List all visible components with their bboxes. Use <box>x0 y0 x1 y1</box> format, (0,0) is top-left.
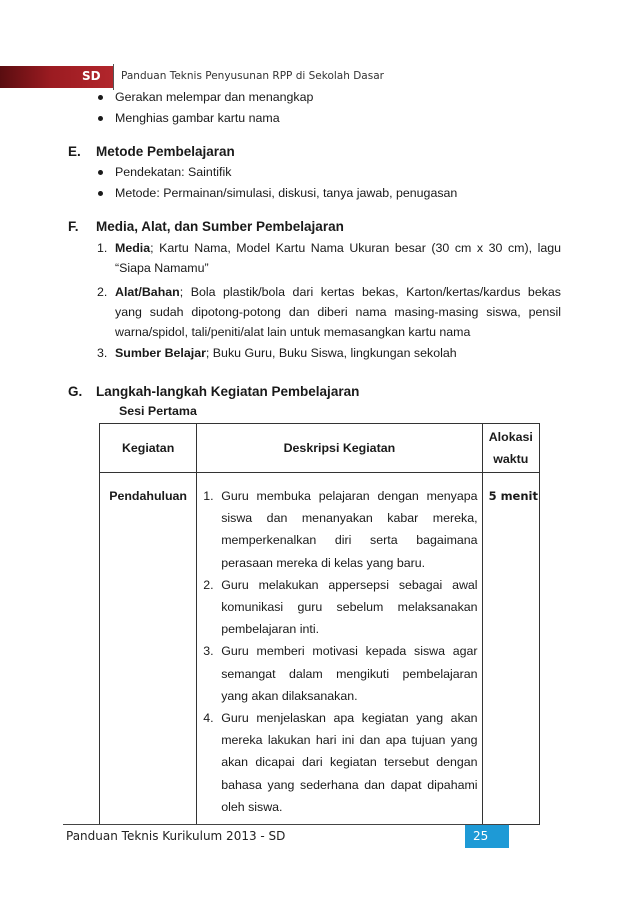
bullet-icon <box>98 191 103 196</box>
header-kegiatan: Kegiatan <box>100 424 197 473</box>
cell-kegiatan: Pendahuluan <box>100 473 197 825</box>
section-title: Langkah-langkah Kegiatan Pembelajaran <box>96 384 360 399</box>
table-header-row <box>100 424 540 473</box>
cell-waktu: 5 menit <box>482 473 539 825</box>
section-letter: G. <box>68 384 83 399</box>
footer-title: Panduan Teknis Kurikulum 2013 - SD <box>66 829 286 843</box>
section-letter: E. <box>68 144 81 159</box>
bullet-icon <box>98 170 103 175</box>
cell-deskripsi <box>197 473 482 825</box>
bullet-icon <box>98 116 103 121</box>
bullet-icon <box>98 95 103 100</box>
section-title: Media, Alat, dan Sumber Pembelajaran <box>96 219 344 234</box>
list-item: 2. Alat/Bahan; Bola plastik/bola dari kertas bekas, Karton/kertas/kardus bekas yang sudah dipotong-potong dan diberi nama masing-masing siswa, pensil warna/spidol, tali/peniti/alat lain untuk memasangkan kartu nama <box>97 285 561 339</box>
list-item: Metode: Permainan/simulasi, diskusi, tanya jawab, penugasan <box>115 186 457 200</box>
header-alokasi: Alokasi waktu <box>482 424 539 473</box>
activity-table <box>99 423 540 825</box>
step-item: 3. Guru memberi motivasi kepada siswa agar semangat dalam mengikuti pembelajaran yang akan dilaksanakan. <box>203 644 478 703</box>
header-deskripsi: Deskripsi Kegiatan <box>197 424 482 473</box>
section-letter: F. <box>68 219 79 234</box>
page-number: 25 <box>473 829 489 843</box>
session-subtitle: Sesi Pertama <box>119 404 197 418</box>
section-heading-f <box>68 219 344 234</box>
list-item: 1. Media; Kartu Nama, Model Kartu Nama Ukuran besar (30 cm x 30 cm), lagu “Siapa Namamu” <box>97 241 561 275</box>
section-title: Metode Pembelajaran <box>96 144 235 159</box>
list-item: 3. Sumber Belajar; Buku Guru, Buku Siswa, lingkungan sekolah <box>97 346 457 360</box>
header-badge: SD <box>82 69 101 83</box>
list-item: Gerakan melempar dan menangkap <box>115 90 313 104</box>
list-item: Menghias gambar kartu nama <box>115 111 280 125</box>
section-heading-e <box>68 144 235 159</box>
section-heading-g <box>68 384 360 399</box>
list-item: Pendekatan: Saintifik <box>115 165 231 179</box>
step-item: 4. Guru menjelaskan apa kegiatan yang akan mereka lakukan hari ini dan apa tujuan yang akan dicapai dari kegiatan tersebut dengan bahasa yang sederhana dan dapat dipahami oleh siswa. <box>203 711 478 814</box>
footer-divider <box>63 824 509 825</box>
header-divider <box>113 64 114 90</box>
step-item: 1. Guru membuka pelajaran dengan menyapa siswa dan menanyakan kabar mereka, memperkenalkan diri serta bagaimana perasaan mereka di kelas yang baru. <box>203 489 478 570</box>
step-item: 2. Guru melakukan appersepsi sebagai awal komunikasi guru sebelum melaksanakan pembelajaran inti. <box>203 577 478 637</box>
header-title: Panduan Teknis Penyusunan RPP di Sekolah Dasar <box>121 70 384 82</box>
table-row <box>100 473 540 825</box>
